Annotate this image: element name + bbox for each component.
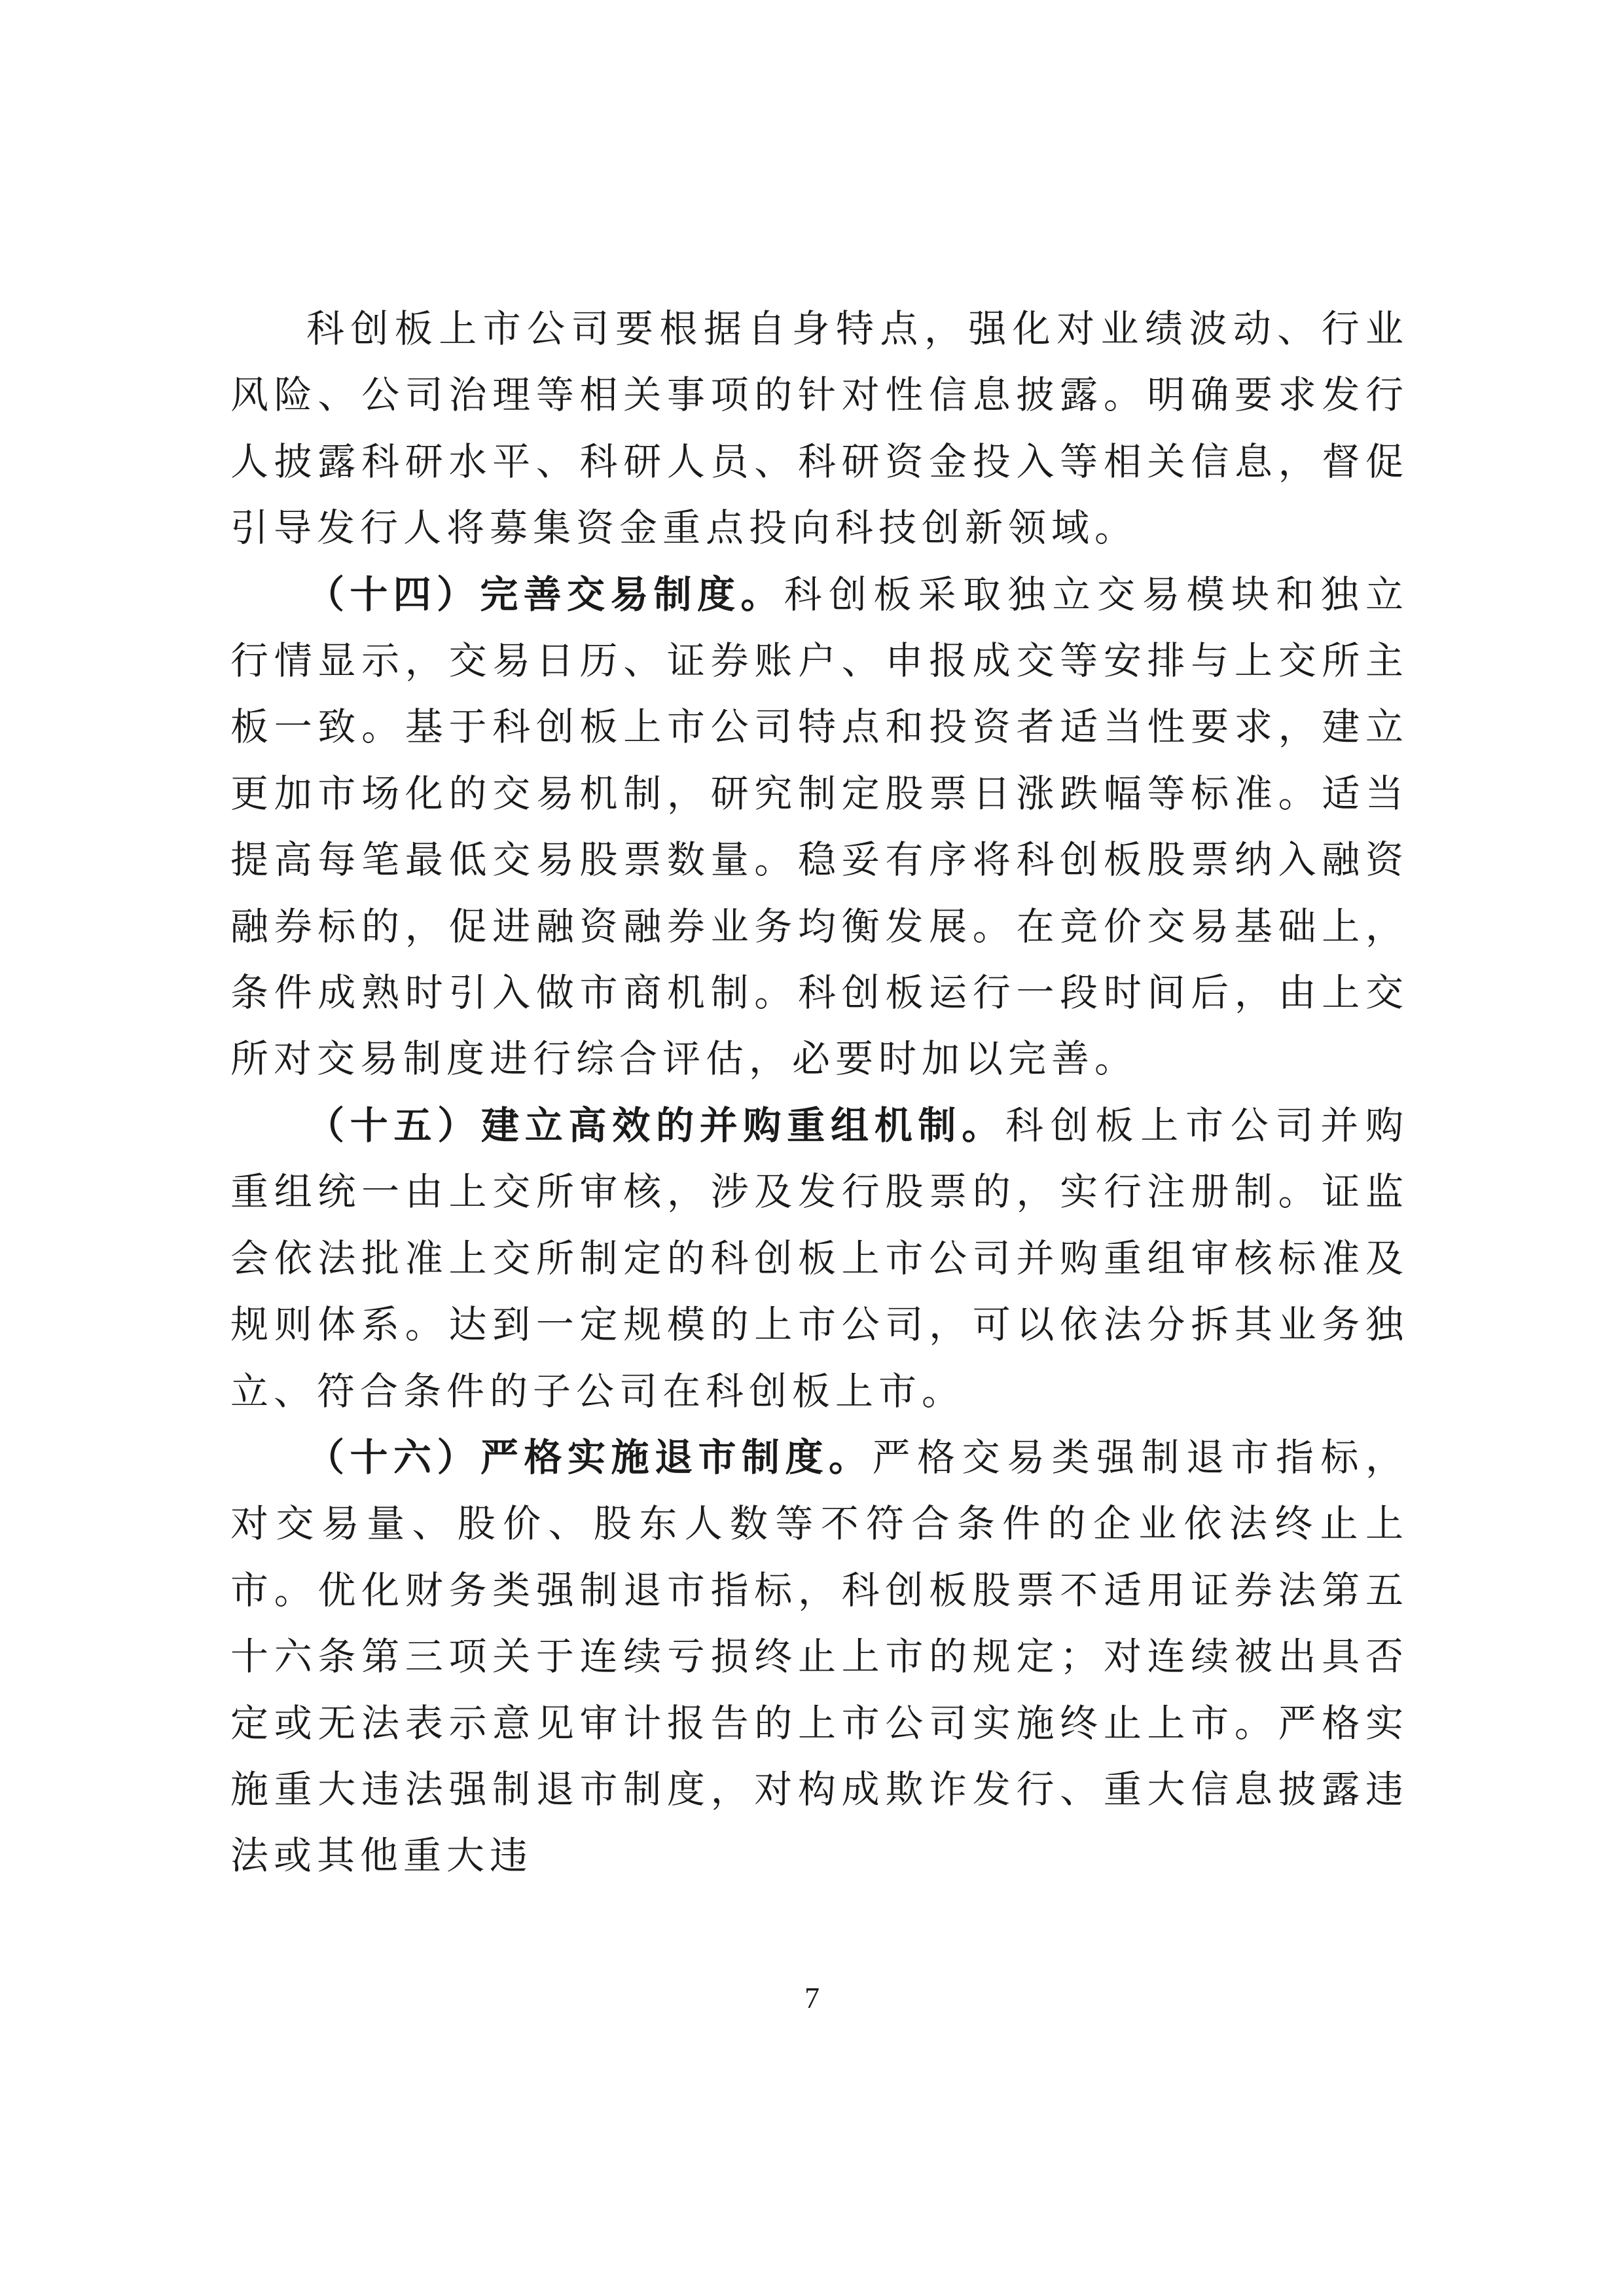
paragraph-text: 科创板上市公司要根据自身特点，强化对业绩波动、行业风险、公司治理等相关事项的针对性信息披露。明确要求发行人披露科研水平、科研人员、科研资金投入等相关信息，督促引导发行人将募集资金重点投向科技创新领域。	[230, 306, 1409, 551]
section-heading: （十四）完善交易制度。	[306, 572, 784, 617]
paragraph-text: 科创板采取独立交易模块和独立行情显示，交易日历、证券账户、申报成交等安排与上交所主板一致。基于科创板上市公司特点和投资者适当性要求，建立更加市场化的交易机制，研究制定股票日涨跌幅等标准。适当提高每笔最低交易股票数量。稳妥有序将科创板股票纳入融资融券标的，促进融资融券业务均衡发展。在竞价交易基础上，条件成熟时引入做市商机制。科创板运行一段时间后，由上交所对交易制度进行综合评估，必要时加以完善。	[230, 572, 1409, 1082]
page-number: 7	[804, 1981, 820, 2014]
paragraph-trading-system	[230, 562, 1409, 1093]
paragraph-mergers	[230, 1093, 1409, 1425]
paragraph-delisting	[230, 1425, 1409, 1889]
paragraph-text: 科创板上市公司并购重组统一由上交所审核，涉及发行股票的，实行注册制。证监会依法批准上交所制定的科创板上市公司并购重组审核标准及规则体系。达到一定规模的上市公司，可以依法分拆其业务独立、符合条件的子公司在科创板上市。	[230, 1102, 1409, 1413]
paragraph-text: 严格交易类强制退市指标，对交易量、股价、股东人数等不符合条件的企业依法终止上市。优化财务类强制退市指标，科创板股票不适用证券法第五十六条第三项关于连续亏损终止上市的规定；对连续被出具否定或无法表示意见审计报告的上市公司实施终止上市。严格实施重大违法强制退市制度，对构成欺诈发行、重大信息披露违法或其他重大违	[230, 1434, 1409, 1878]
document-body	[230, 296, 1409, 1889]
section-heading: （十五）建立高效的并购重组机制。	[306, 1102, 1005, 1148]
section-heading: （十六）严格实施退市制度。	[306, 1434, 873, 1480]
paragraph-disclosure	[230, 296, 1409, 562]
